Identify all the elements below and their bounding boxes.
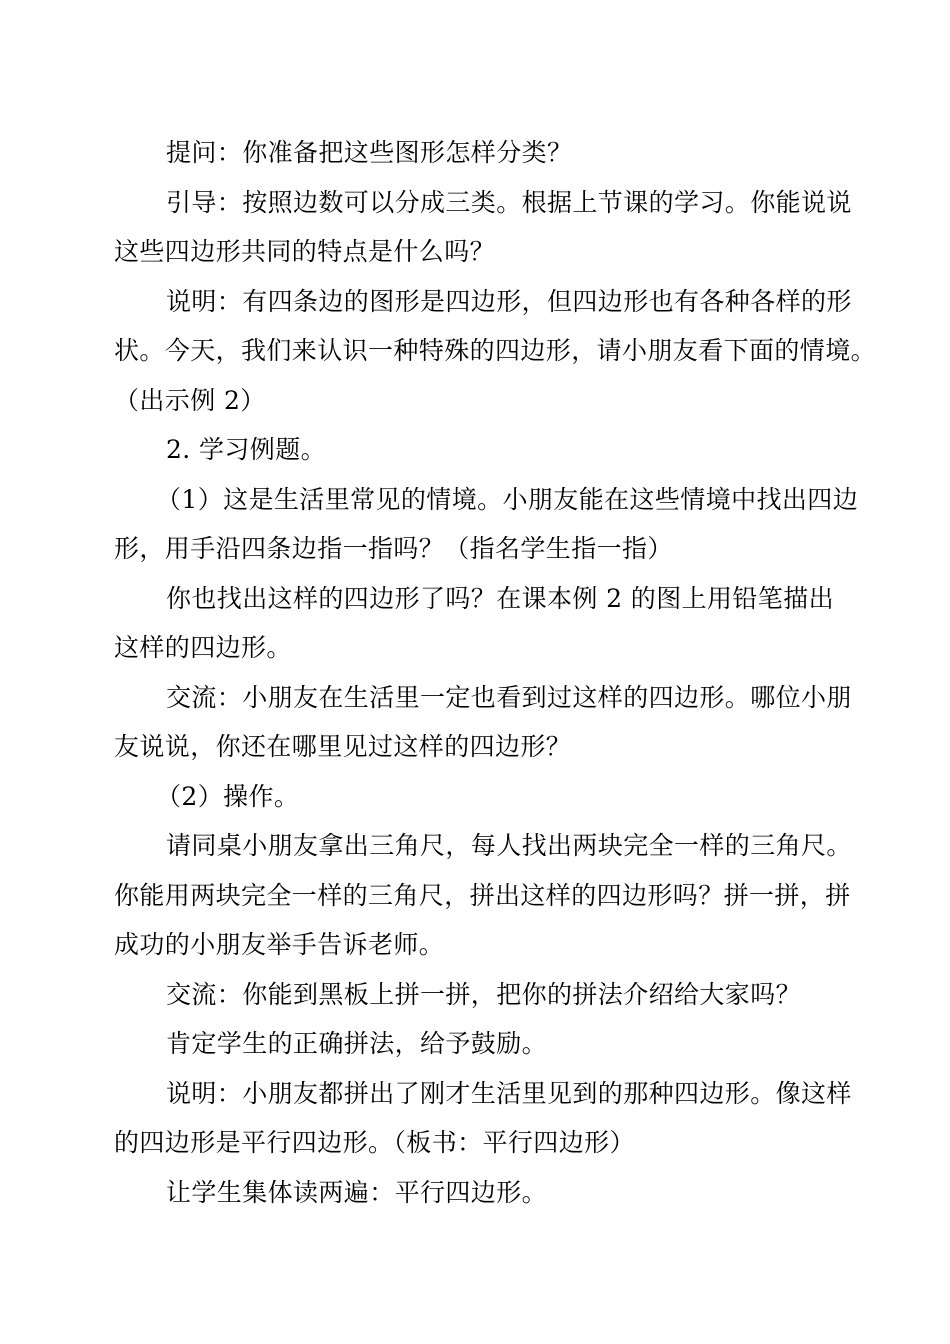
text-line: 引导：按照边数可以分成三类。根据上节课的学习。你能说说 [166, 187, 852, 217]
text-line: 交流：小朋友在生活里一定也看到过这样的四边形。哪位小朋 [166, 682, 852, 712]
paragraph-find [114, 574, 839, 673]
text-line: 说明：小朋友都拼出了刚才生活里见到的那种四边形。像这样 [166, 1078, 852, 1108]
text-line: 这样的四边形。 [114, 633, 292, 662]
paragraph-item-1 [114, 475, 859, 574]
text-line: （出示例 2） [114, 385, 266, 415]
text-line: 形，用手沿四条边指一指吗？（指名学生指一指） [114, 534, 673, 563]
paragraph-exchange [114, 673, 852, 772]
paragraph-exchange-2 [114, 970, 839, 1020]
paragraph-question [114, 128, 839, 178]
paragraph-operation [114, 821, 852, 970]
text-line: 这些四边形共同的特点是什么吗？ [114, 237, 496, 266]
text-line: 请同桌小朋友拿出三角尺，每人找出两块完全一样的三角尺。 [166, 831, 852, 860]
paragraph-read-aloud [114, 1168, 839, 1218]
text-line: 交流：你能到黑板上拼一拼，把你的拼法介绍给大家吗？ [166, 979, 802, 1009]
paragraph-explanation [114, 277, 877, 426]
text-line: 提问：你准备把这些图形怎样分类？ [166, 138, 573, 167]
text-line: （2）操作。 [156, 781, 300, 811]
text-line: 说明：有四条边的图形是四边形，但四边形也有各种各样的形 [166, 286, 852, 316]
paragraph-item-2 [114, 772, 839, 822]
text-line: （1）这是生活里常见的情境。小朋友能在这些情境中找出四边 [156, 484, 859, 514]
text-line: 让学生集体读两遍：平行四边形。 [166, 1177, 548, 1207]
document-body [114, 128, 877, 1217]
text-line: 的四边形是平行四边形。（板书：平行四边形） [114, 1128, 635, 1157]
text-line: 状。今天，我们来认识一种特殊的四边形，请小朋友看下面的情境。 [114, 336, 877, 365]
text-line: 成功的小朋友举手告诉老师。 [114, 930, 445, 959]
paragraph-affirm [114, 1019, 839, 1069]
text-line: 2. 学习例题。 [166, 435, 326, 464]
text-line: 你能用两块完全一样的三角尺，拼出这样的四边形吗？拼一拼，拼 [114, 880, 851, 910]
text-line: 你也找出这样的四边形了吗？在课本例 2 的图上用铅笔描出 [166, 583, 835, 613]
text-line: 友说说，你还在哪里见过这样的四边形？ [114, 732, 572, 761]
text-line: 肯定学生的正确拼法，给予鼓励。 [166, 1029, 548, 1058]
paragraph-guidance [114, 178, 852, 277]
paragraph-section-heading [114, 425, 839, 475]
paragraph-explanation-2 [114, 1069, 852, 1168]
